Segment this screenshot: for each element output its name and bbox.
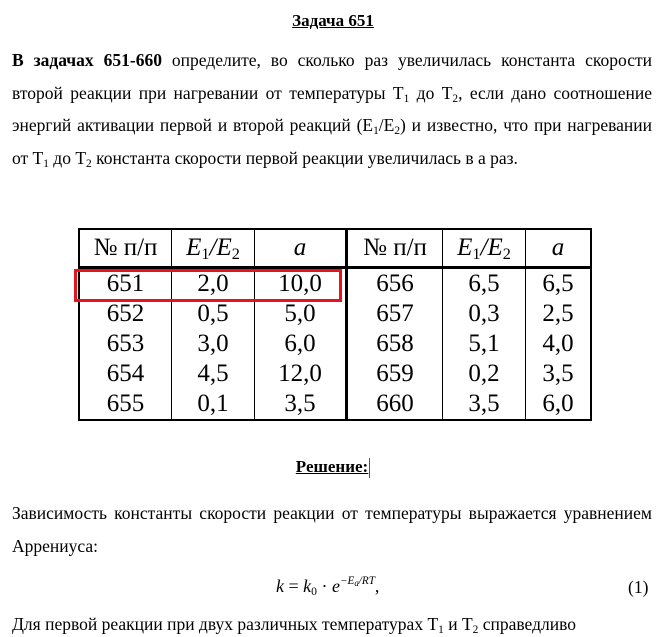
problem-text: /Е — [378, 115, 395, 135]
cell-number: 653 — [79, 329, 172, 359]
cell-a: 2,5 — [526, 299, 592, 329]
cell-number: 654 — [79, 359, 172, 389]
cell-number: 656 — [347, 268, 443, 300]
variants-table-wrapper — [78, 228, 592, 421]
cell-energy-ratio: 4,5 — [172, 359, 255, 389]
cell-energy-ratio: 2,0 — [172, 268, 255, 300]
problem-statement — [12, 44, 652, 174]
equation-number: (1) — [628, 577, 649, 597]
cell-a: 12,0 — [255, 359, 347, 389]
arrhenius-formula: $k = k_0 \cdot e^{-E_a/RT}$, — [276, 575, 380, 598]
cell-energy-ratio: 0,5 — [172, 299, 255, 329]
cell-energy-ratio: 3,0 — [172, 329, 255, 359]
cell-a: 3,5 — [255, 389, 347, 420]
table-header-row — [79, 229, 591, 268]
cell-a: 6,0 — [255, 329, 347, 359]
header-a: a — [526, 229, 592, 268]
cell-number: 652 — [79, 299, 172, 329]
subscript: 2 — [86, 157, 92, 170]
subscript: 1 — [373, 124, 379, 137]
subscript: 2 — [452, 92, 459, 105]
cell-energy-ratio: 0,3 — [443, 299, 526, 329]
cell-a: 5,0 — [255, 299, 347, 329]
problem-range: В задачах 651-660 — [12, 50, 162, 70]
header-number: № п/п — [347, 229, 443, 268]
header-a: a — [255, 229, 347, 268]
cell-energy-ratio: 0,1 — [172, 389, 255, 420]
problem-text: до Т — [409, 82, 453, 103]
subscript: 1 — [43, 157, 49, 170]
table-row — [79, 299, 591, 329]
cell-energy-ratio: 6,5 — [443, 268, 526, 300]
header-energy-ratio: $E_1/E_2$ — [443, 229, 526, 268]
paragraph-first-reaction: Для первой реакции при двух различных температурах $Т_1$ и $Т_2$ справедливо — [12, 614, 576, 636]
cell-a: 10,0 — [255, 268, 347, 300]
cell-a: 6,5 — [526, 268, 592, 300]
subscript: 2 — [394, 124, 401, 137]
cell-number: 655 — [79, 389, 172, 420]
cell-energy-ratio: 3,5 — [443, 389, 526, 420]
text-cursor — [369, 458, 370, 478]
table-row — [79, 329, 591, 359]
problem-text: константа скорости первой реакции увеличилась в а раз. — [91, 147, 518, 168]
problem-text: , если дано соотношение энергий активации первой и второй реакций (Е — [12, 82, 652, 135]
table-row — [79, 359, 591, 389]
problem-text: определите, во сколько раз увеличилась константа скорости второй реакции при нагревании от температуры Т — [12, 50, 652, 103]
cell-a: 3,5 — [526, 359, 592, 389]
subscript: 1 — [403, 92, 410, 105]
solution-heading — [0, 456, 666, 478]
paragraph-arrhenius: Зависимость константы скорости реакции от температуры выражается уравнением Аррениуса: — [12, 503, 652, 556]
header-energy-ratio: $E_1/E_2$ — [172, 229, 255, 268]
cell-number: 660 — [347, 389, 443, 420]
cell-number: 659 — [347, 359, 443, 389]
cell-energy-ratio: 5,1 — [443, 329, 526, 359]
selected-row-highlight — [74, 269, 342, 302]
problem-text: ) и известно, что при нагревании от Т — [12, 115, 652, 168]
variants-table — [78, 228, 592, 421]
table-row — [79, 389, 591, 420]
cell-number: 651 — [79, 268, 172, 300]
cell-energy-ratio: 0,2 — [443, 359, 526, 389]
problem-title: Задача 651 — [292, 11, 374, 30]
cell-a: 6,0 — [526, 389, 592, 420]
cell-a: 4,0 — [526, 329, 592, 359]
problem-text: до Т — [48, 147, 87, 168]
cell-number: 657 — [347, 299, 443, 329]
solution-title: Решение: — [295, 457, 369, 476]
header-number: № п/п — [79, 229, 172, 268]
cell-number: 658 — [347, 329, 443, 359]
